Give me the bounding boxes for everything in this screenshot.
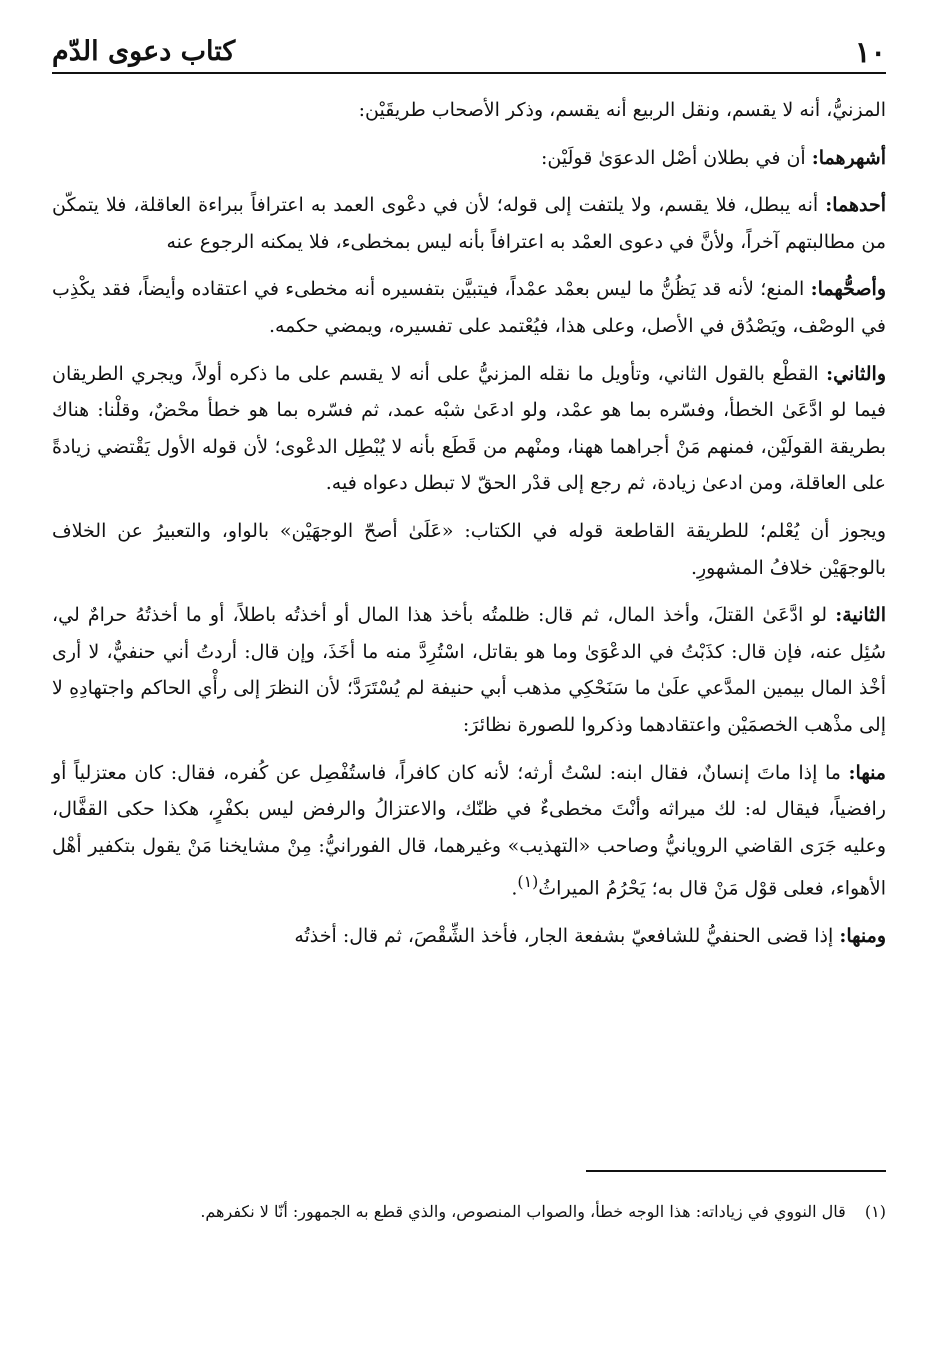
paragraph-4 — [52, 271, 886, 344]
paragraph-text: إذا قضى الحنفيُّ للشافعيّ بشفعة الجار، فأخذ الشِّقْصَ، ثم قال: أخذتُه — [294, 925, 840, 948]
paragraph-9 — [52, 918, 886, 955]
paragraph-text: لو ادَّعَىٰ القتلَ، وأخذ المال، ثم قال: ظلمتُه بأخذ هذا المال أو أخذتُه باطلاً، أو ما أخذتُهُ حرامٌ لي، سُئِل عنه، فإن قال: كذَبْتُ في الدعْوَىٰ وما هو بقاتل، اسْتُرِدَّ منه ما أخَذَ، وإن قال: أردتُ أني حنفيٌّ، لا أرى أخْذ المال بيمين المدَّعي علَىٰ ما سَنَحْكِي مذهب أبي حنيفة لم يُسْتَرَدَّ؛ لأن النظرَ إلى رأْي الحاكم واجتهادِهِ لا إلى مذْهب الخصمَيْن واعتقادهما وذكروا للصورة نظائرَ: — [52, 604, 886, 736]
footnote-marker: (١) — [864, 1202, 886, 1221]
paragraph-lead: أشهرهما: — [811, 146, 886, 169]
paragraph-text: ويجوز أن يُعْلم؛ للطريقة القاطعة قوله في الكتاب: «عَلَىٰ أصحّ الوجهَيْن» بالواو، والتعبيرُ عن الخلاف بالوجهَيْن خلافُ المشهورِ. — [52, 519, 886, 579]
paragraph-2 — [52, 140, 886, 177]
paragraph-3 — [52, 187, 886, 260]
paragraph-lead: منها: — [848, 761, 886, 784]
paragraph-8: منها: ما إذا ماتَ إنسانٌ، فقال ابنه: لسْتُ أرثه؛ لأنه كان كافراً، فاستُفْصِل عن كُفره، فقال: كان معتزلياً أو رافضياً، فيقال له: لك ميراثه وأنْتَ مخطىءٌ في ظنّك، والاعتزالُ والرفض ليس بكفْرٍ، هكذا حكى القفَّال، وعليه جَرَى القاضي الرويانيُّ وصاحب «التهذيب» وغيرهما، قال الفورانيُّ: مِنْ مشايخنا مَنْ يقول بتكفير أهْل الأهواء، فعلى قوْل مَنْ قال به؛ يَحْرُمُ الميراثُ$^{(١)}$. — [52, 761, 886, 900]
paragraph-text: القطْع بالقول الثاني، وتأويل ما نقله المزنيُّ على أنه لا يقسم على ما ذكره أولاً، ويجري الطريقان فيما لو ادَّعَىٰ الخطأ، وفسّره بما هو عمْد، ولو ادعَىٰ شبْه عمد، ثم فسّره بما هو خطأ محْضٌ، وقلْنا: هناك بطريقة القولَيْن، فمنهم مَنْ أجراهما ههنا، ومنْهم من قَطَع بأنه لا يُبْطِل الدعْوى؛ لأن قوله الأول يَقْتضي زيادةً على العاقلة، ومن ادعىٰ زيادة، ثم رجع إلى قدْر الحقّ لا تبطل دعواه فيه. — [52, 362, 886, 495]
paragraph-text: المزنيُّ، أنه لا يقسم، ونقل الربيع أنه يقسم، وذكر الأصحاب طريقَيْن: — [358, 99, 886, 121]
paragraph-text: أن في بطلان أصْل الدعوَىٰ قولَيْن: — [541, 146, 812, 169]
book-title: كتاب دعوى الدّم — [52, 36, 236, 67]
paragraph-7 — [52, 597, 886, 743]
paragraph-lead: الثانية: — [835, 604, 886, 627]
paragraph-6 — [52, 513, 886, 586]
footnote-divider — [586, 1170, 886, 1172]
paragraph-1 — [52, 92, 886, 129]
paragraph-lead: وأصحُّهما: — [810, 278, 886, 301]
running-header — [52, 28, 886, 74]
paragraph-lead: ومنها: — [839, 925, 886, 948]
paragraph-text: ما إذا ماتَ إنسانٌ، فقال ابنه: لسْتُ أرثه؛ لأنه كان كافراً، فاستُفْصِل عن كُفره، فقال: كان معتزلياً أو رافضياً، فيقال له: لك ميراثه وأنْتَ مخطىءٌ في ظنّك، والاعتزالُ والرفض ليس بكفْرٍ، هكذا حكى القفَّال، وعليه جَرَى القاضي الرويانيُّ وصاحب «التهذيب» وغيرهما، قال الفورانيُّ: مِنْ مشايخنا مَنْ يقول بتكفير أهْل الأهواء، فعلى قوْل مَنْ قال به؛ يَحْرُمُ الميراثُ — [52, 761, 886, 900]
paragraph-lead: والثاني: — [826, 362, 886, 385]
main-text — [52, 92, 886, 966]
paragraph-text: أنه يبطل، فلا يقسم، ولا يلتفت إلى قوله؛ لأن في دعْوى العمد به اعترافاً ببراءة العاقلة، فلا يتمكّن من مطالبتهم آخراً، ولأنَّ في دعوى العمْد به اعترافاً بأنه ليس بمخطىء، فلا يمكنه الرجوع عنه — [52, 194, 886, 253]
footnote-text: قال النووي في زياداته: هذا الوجه خطأ، والصواب المنصوص، والذي قطع به الجمهور: أنّا لا نكفرهم. — [200, 1202, 846, 1221]
paragraph-text: المنع؛ لأنه قد يَظُنُّ ما ليس بعمْد عمْداً، فيتبيَّن بتفسيره أنه مخطىء في اعتقاده وأيضاً، فقد يكْذِب في الوصْف، ويَصْدُق في الأصل، وعلى هذا، فيُعْتمد على تفسيره، ويمضي حكمه. — [52, 278, 886, 337]
page-number: ١٠ — [854, 35, 886, 69]
footnote — [52, 1190, 886, 1234]
paragraph-5 — [52, 356, 886, 502]
footnote-reference[interactable]: (١) — [517, 872, 539, 892]
paragraph-lead: أحدهما: — [825, 194, 886, 217]
